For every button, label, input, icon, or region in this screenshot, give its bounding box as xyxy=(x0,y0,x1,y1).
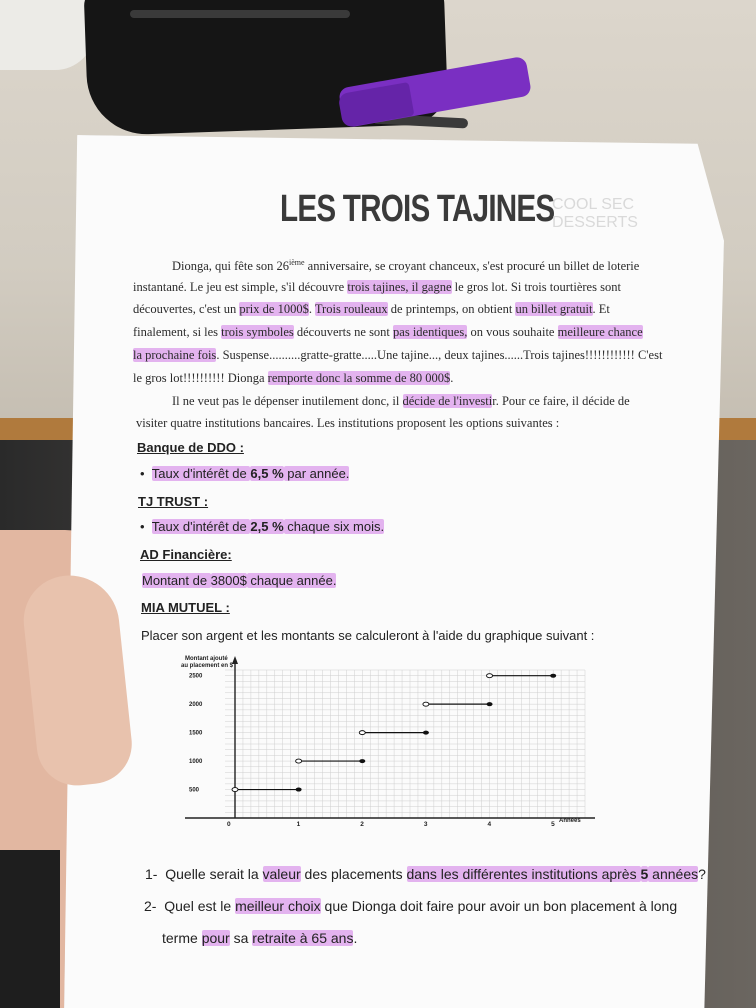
ad-amount: Montant de 3800$ chaque année. xyxy=(142,573,337,588)
show-through-text: COOL SEC DESSERTS xyxy=(552,196,638,231)
x-axis-label: Années xyxy=(559,818,581,824)
closed-point xyxy=(359,759,365,763)
pencil-case-shine xyxy=(130,10,350,18)
paragraph1-line1: Dionga, qui fête son 26ième anniversaire, se croyant chanceux, s'est procuré un billet de loterie xyxy=(172,258,640,274)
y-axis-label-line1: Montant ajouté xyxy=(185,656,228,662)
crumpled-paper xyxy=(0,0,95,70)
y-tick-label: 1000 xyxy=(189,759,203,766)
question-2-line1: 2- Quel est le meilleur choix que Dionga doit faire pour avoir un bon placement à long xyxy=(144,898,678,914)
open-point xyxy=(232,788,238,792)
ddo-rate: • Taux d'intérêt de 6,5 % par année. xyxy=(140,466,350,481)
mia-instructions: Placer son argent et les montants se calculeront à l'aide du graphique suivant : xyxy=(141,628,595,643)
paragraph1-line4: finalement, si les trois symboles découverts ne sont pas identiques, on vous souhaite meilleure chance xyxy=(133,325,643,339)
page-title: LES TROIS TAJINES xyxy=(280,188,555,230)
x-tick-label: 0 xyxy=(227,821,231,828)
paragraph1-line2: instantané. Le jeu est simple, s'il découvre trois tajines, il gagne le gros lot. Si trois tourtières sont xyxy=(133,280,621,294)
y-tick-label: 2000 xyxy=(189,702,203,709)
paragraph2-line1: Il ne veut pas le dépenser inutilement donc, il décide de l'investir. Pour ce faire, il décide de xyxy=(172,394,630,408)
heading-banque-ddo: Banque de DDO : xyxy=(137,440,244,455)
closed-point xyxy=(550,674,556,678)
x-tick-label: 3 xyxy=(423,821,428,828)
y-tick-label: 2500 xyxy=(189,673,203,680)
open-point xyxy=(423,702,429,706)
paragraph1-line6: le gros lot!!!!!!!!!! Dionga remporte donc la somme de 80 000$. xyxy=(133,371,454,385)
x-tick-label: 1 xyxy=(296,821,301,828)
step-graph xyxy=(175,650,605,840)
paragraph1-line5: la prochaine fois. Suspense..........gratte-gratte.....Une tajine..., deux tajines......Trois tajines!!!!!!!!!!!! C'est xyxy=(133,348,663,362)
paragraph2-line2: visiter quatre institutions bancaires. Les institutions proposent les options suivantes : xyxy=(136,416,560,430)
closed-point xyxy=(487,702,493,706)
x-tick-label: 4 xyxy=(487,821,492,828)
tj-rate: • Taux d'intérêt de 2,5 % chaque six mois. xyxy=(140,519,385,534)
open-point xyxy=(359,731,365,735)
heading-ad-financiere: AD Financière: xyxy=(140,547,232,562)
x-tick-label: 5 xyxy=(551,821,555,828)
heading-mia-mutuel: MIA MUTUEL : xyxy=(141,600,230,615)
bullet-dot: • xyxy=(140,519,152,534)
graph-ticks xyxy=(189,674,555,828)
y-tick-label: 500 xyxy=(189,787,200,794)
closed-point xyxy=(296,788,302,792)
closed-point xyxy=(423,731,429,735)
y-tick-label: 1500 xyxy=(189,730,203,737)
question-2-line2: terme pour sa retraite à 65 ans. xyxy=(162,930,358,946)
open-point xyxy=(487,674,493,678)
graph-axes xyxy=(185,656,595,818)
heading-tj-trust: TJ TRUST : xyxy=(138,494,209,509)
y-axis-label-line2: au placement en $ xyxy=(181,663,234,669)
graph-grid xyxy=(225,670,585,818)
paragraph1-line3: découvertes, c'est un prix de 1000$. Trois rouleaux de printemps, on obtient un billet gratuit. Et xyxy=(133,302,610,316)
sleeve xyxy=(0,850,60,1008)
question-1: 1- Quelle serait la valeur des placements dans les différentes institutions après 5 années? xyxy=(145,866,706,882)
open-point xyxy=(296,759,302,763)
bullet-dot: • xyxy=(140,466,152,481)
x-tick-label: 2 xyxy=(360,821,364,828)
